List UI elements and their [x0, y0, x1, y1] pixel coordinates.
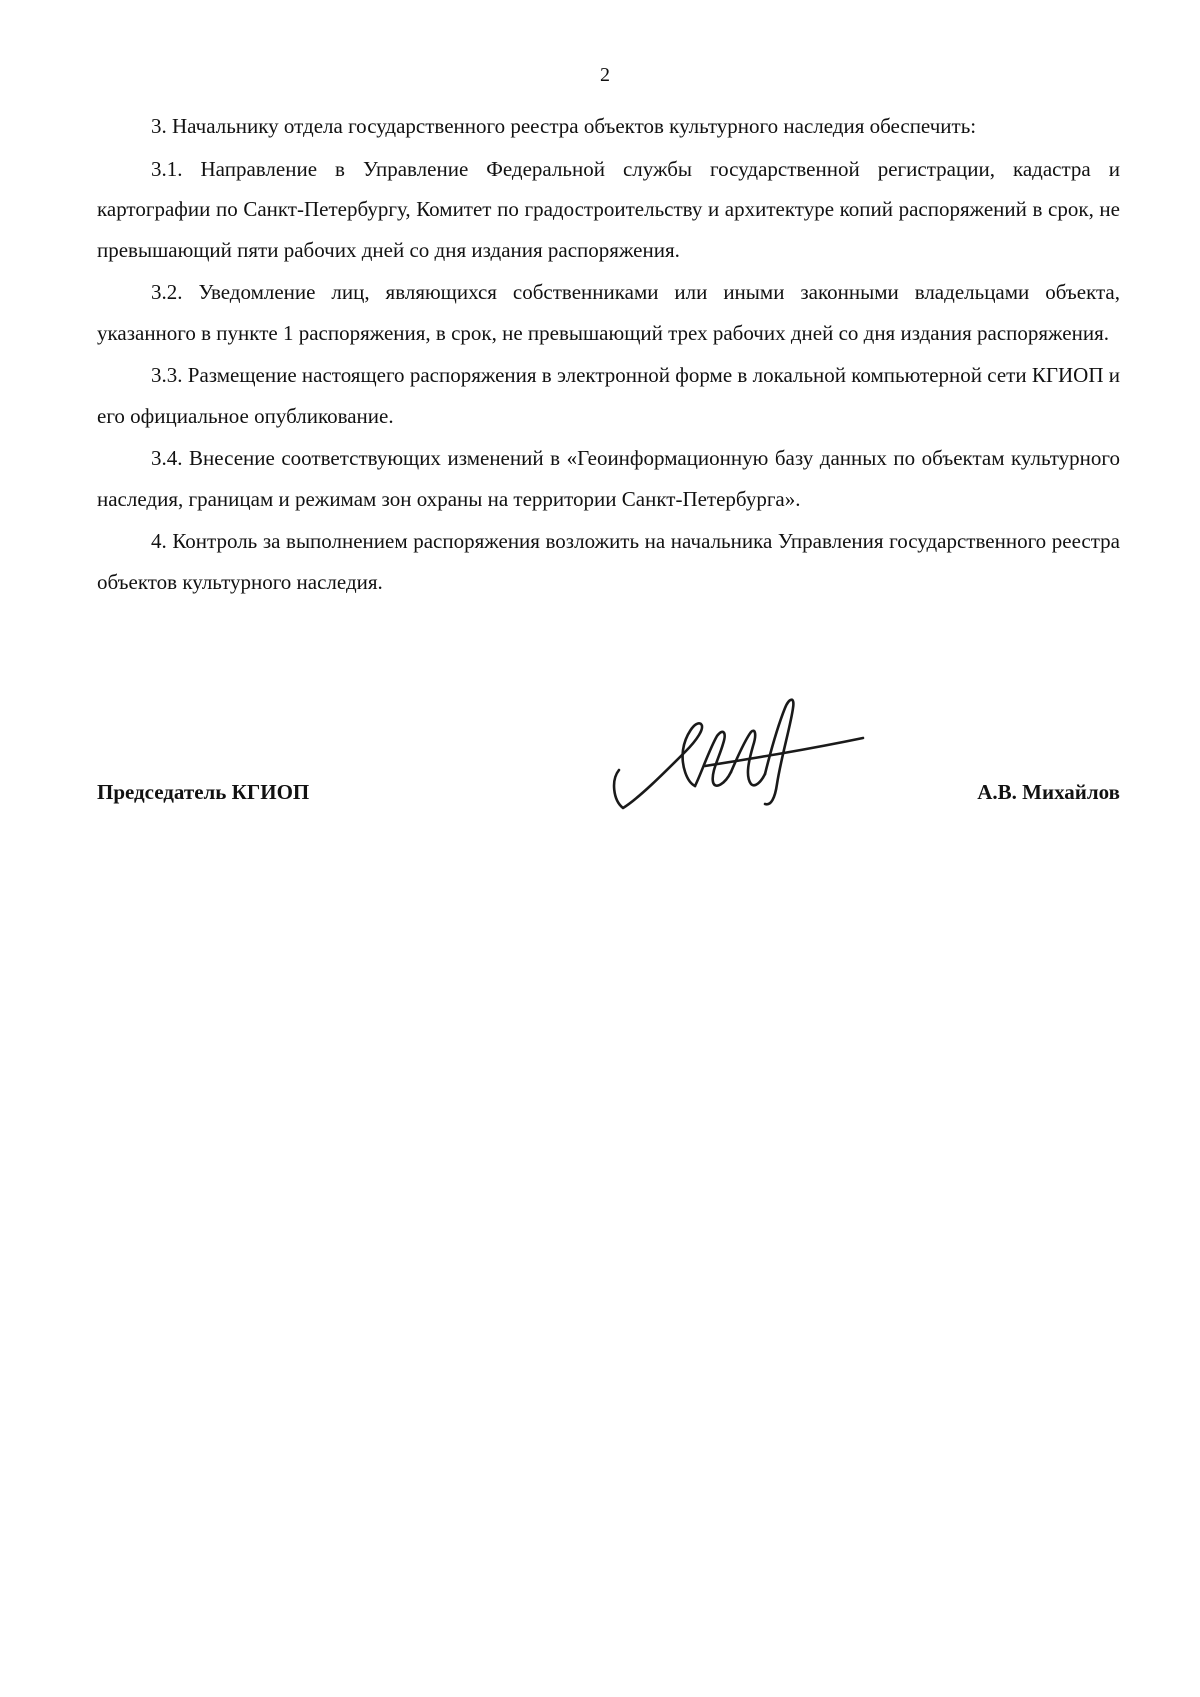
paragraph-3-3: 3.3. Размещение настоящего распоряжения в электронной форме в локальной компьютерной сети КГИОП и его официальное опубликование.: [97, 363, 1120, 428]
paragraph-3-1: 3.1. Направление в Управление Федеральной службы государственной регистрации, кадастра и картографии по Санкт-Петербургу, Комитет по градостроительству и архитектуре копий распоряжений в срок, не превышающий пяти рабочих дней со дня издания распоряжения.: [97, 156, 1120, 262]
page-number: 2: [600, 64, 610, 86]
paragraph-3-4: 3.4. Внесение соответствующих изменений в «Геоинформационную базу данных по объектам культурного наследия, границам и режимам зон охраны на территории Санкт-Петербурга».: [97, 446, 1120, 511]
document-body: [97, 106, 1120, 602]
paragraph-4: 4. Контроль за выполнением распоряжения возложить на начальника Управления государственного реестра объектов культурного наследия.: [97, 529, 1120, 594]
signatory-name: А.В. Михайлов: [977, 780, 1120, 804]
paragraph-3: 3. Начальнику отдела государственного реестра объектов культурного наследия обеспечить:: [151, 114, 977, 138]
signatory-title: Председатель КГИОП: [97, 780, 310, 804]
signature-block: [97, 780, 1120, 820]
paragraph-3-2: 3.2. Уведомление лиц, являющихся собственниками или иными законными владельцами объекта, указанного в пункте 1 распоряжения, в срок, не превышающий трех рабочих дней со дня издания распоряжения.: [97, 280, 1120, 345]
